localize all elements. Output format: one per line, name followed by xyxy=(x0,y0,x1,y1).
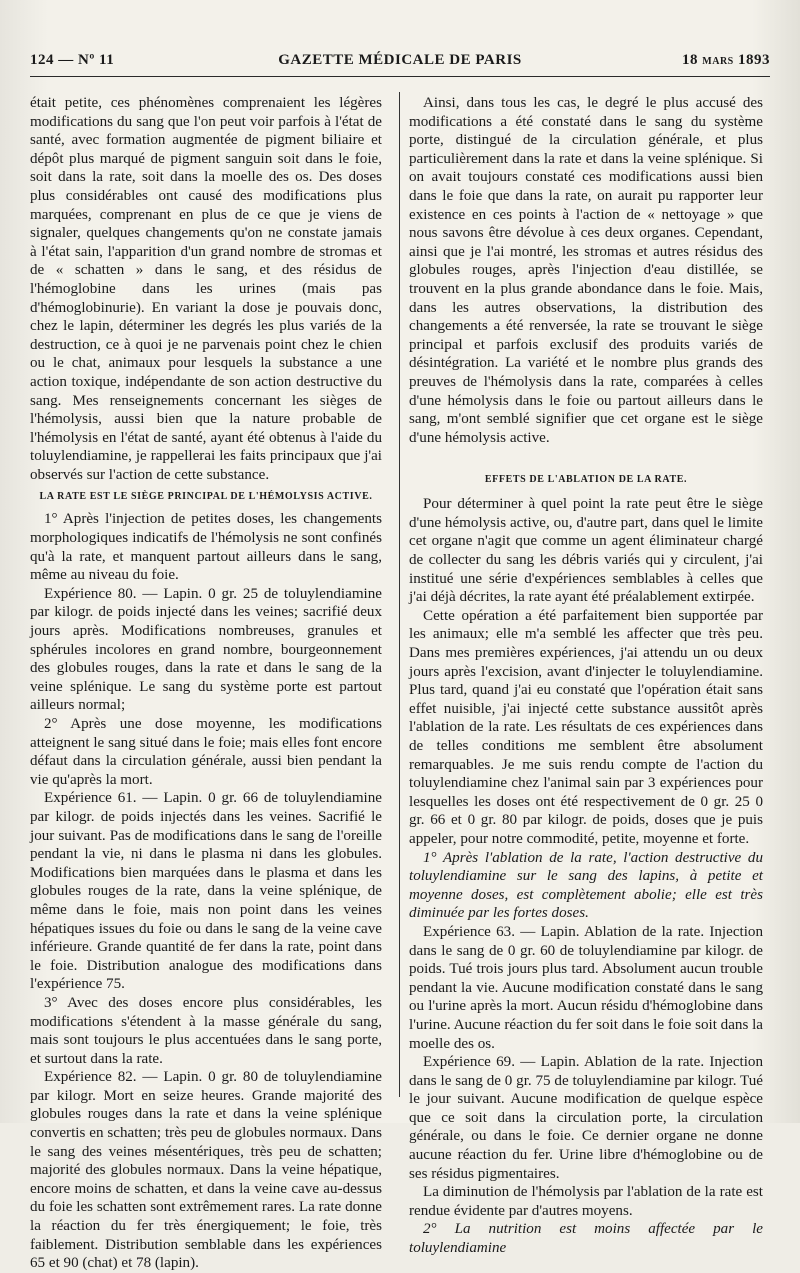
paragraph: Pour déterminer à quel point la rate peut être le siège d'une hémolysis active, ou, d'autre part, dans quel le limite cet organe n'agit que comme un agent éliminateur chargé de collecter du sang les débris variés qui y circulent, j'ai institué une série d'expériences semblables à celles que j'ai déjà décrites, la rate ayant été préalablement extirpée. xyxy=(409,496,763,606)
page-number: 124 xyxy=(30,52,54,68)
column-divider xyxy=(399,92,400,1097)
issue-label: — Nº 11 xyxy=(58,52,115,68)
paragraph: Expérience 69. — Lapin. Ablation de la rate. Injection dans le sang de 0 gr. 75 de toluylendiamine par kilogr. Tué le jour suivant. Aucune modification de quelque espèce que ce soit dans la circulation porte, la circulation générale, ou dans le foie. Ce dernier organe ne donne aucune réaction du fer. Urine libre d'hémoglobine ou de ses résidus pigmentaires. xyxy=(409,1054,763,1182)
issue-date xyxy=(682,52,770,69)
paragraph: Expérience 63. — Lapin. Ablation de la rate. Injection dans le sang de 0 gr. 60 de toluylendiamine par kilogr. de poids. Tué trois jours plus tard. Absolument aucun trouble pendant la vie. Aucune modification constaté dans le sang ou l'urine après la mort. Aucun résidu d'hémoglobine dans l'urine. Aucune réaction du fer soit dans le foie soit dans la moelle des os. xyxy=(409,923,763,1052)
page-header xyxy=(30,52,770,74)
right-column xyxy=(409,94,763,1258)
paragraph: La diminution de l'hémolysis par l'ablation de la rate est rendue évidente par d'autres moyens. xyxy=(409,1184,763,1219)
paragraph: Expérience 82. — Lapin. 0 gr. 80 de toluylendiamine par kilogr. Mort en seize heures. Grande majorité des globules rouges dans la rate et dans la veine splénique convertis en schatten; très peu de globules normaux. Dans le sang des veines mésentériques, très peu de schatten; majorité des globules normaux. Dans la veine hépatique, encore moins de schatten, et dans la veine cave au-dessus du foie les schatten sont extrêmement rares. La rate donne la réaction du fer très énergiquement; le foie, très faiblement. Distribution semblable dans les expériences 65 et 90 (chat) et 78 (lapin). xyxy=(30,1069,382,1272)
paragraph: 1° Après l'ablation de la rate, l'action destructive du toluylendiamine sur le sang des lapins, à petite et moyenne doses, est complètement abolie; elle est très diminuée par les fortes doses. xyxy=(409,849,763,922)
paragraph: Cette opération a été parfaitement bien supportée par les animaux; elle m'a semblé les affecter que très peu. Dans mes premières expériences, j'ai attendu un ou deux jours après l'excision, avant d'injecter le toluylendiamine. Plus tard, quand j'ai eu constaté que l'opération était sans effet nuisible, j'ai injecté cette substance aussitôt après l'ablation de la rate. Les résultats de ces expériences dans de telles conditions me semblent être absolument remarquables. Je me suis rendu compte de l'action du toluylendiamine chez l'animal sain par 3 expériences pour lesquelles les doses ont été respectivement de 0 gr. 25 0 gr. 66 et 0 gr. 80 par kilogr. de poids, doses que je puis appeler, pour notre commodité, petite, moyenne et forte. xyxy=(409,607,763,847)
paragraph: 2° Après une dose moyenne, les modifications atteignent le sang situé dans le foie; mais elles font encore défaut dans la circulation générale, aussi bien pendant la vie qu'après la mort. xyxy=(30,716,382,788)
date-year: 1893 xyxy=(738,52,770,68)
journal-title: GAZETTE MÉDICALE DE PARIS xyxy=(278,52,522,68)
paragraph: 3° Avec des doses encore plus considérables, les modifications s'étendent à la masse générale du sang, mais sont toujours le plus accentuées dans le sang porte, et surtout dans la rate. xyxy=(30,994,382,1067)
paragraph: était petite, ces phénomènes comprenaient les légères modifications du sang que l'on peut voir parfois à l'état de santé, avec formation augmentée de pigment biliaire et dépôt plus marqué de pigment sanguin soit dans le foie, soit dans la rate, soit dans la moelle des os. Des doses plus considérables ont causé des modifications plus marquées, comprenant en plus de ce que je viens de signaler, quelques changements qu'on ne constate jamais à l'état sain, l'apparition d'un grand nombre de stromas et de « schatten » dans le sang, et des résidus de l'hémoglobine dans les urines (mais pas d'hémoglobinurie). En variant la dose je pouvais donc, chez le lapin, déterminer les degrés les plus variés de la destruction, ce à quoi je ne parvenais point chez le chien ou le chat, animaux pour lesquels la substance a une action toxique, indépendante de son action destructive du sang. Mes renseignements concernant les sièges de l'hémolysis, aussi bien que la nature probable de l'hémolysis en l'état de santé, ayant été obtenus à l'aide du toluylendiamine, je rappellerai les faits principaux que j'ai observés sur l'action de cette substance. xyxy=(30,95,382,483)
header-rule xyxy=(30,76,770,77)
paragraph: Ainsi, dans tous les cas, le degré le plus accusé des modifications a été constaté dans le sang du système porte, distingué de la circulation générale, et plus particulièrement dans la rate et dans la veine splénique. Si on avait toujours constaté ces modifications aussi bien dans le foie que dans la rate, on aurait pu rapporter leur existence en ces points à l'action de « nettoyage » que nous savons être dévolue à ces deux organes. Cependant, ainsi que je l'ai montré, les stromas et autres résidus des globules rouges, après l'injection d'eau distillée, se trouvent en la plus grande abondance dans le foie. Mais, dans les autres observations, la distribution des changements a été renversée, la rate se trouvant le siège principal et parfois exclusif des produits variés de désintégration. La variété et le nombre plus grands des preuves de l'hémolysis dans la rate, comparées à celles d'une hémolysis dans le foie ou partout ailleurs dans le sang, m'ont semblé signifier que cet organe est le siège d'une hémolysis active. xyxy=(409,95,763,446)
date-month: MARS xyxy=(702,56,734,67)
left-column xyxy=(30,94,382,1273)
section-heading: LA RATE EST LE SIÈGE PRINCIPAL DE L'HÉMOLYSIS ACTIVE. xyxy=(39,491,373,503)
paragraph: Expérience 80. — Lapin. 0 gr. 25 de toluylendiamine par kilogr. de poids injecté dans les veines; sacrifié deux jours après. Modifications nombreuses, granules et sphérules incolores en grand nombre, bourgeonnement des globules rouges, dans la rate et dans le sang de la veine splénique. Le sang du système porte est partout ailleurs normal; xyxy=(30,585,382,714)
section-heading: EFFETS DE L'ABLATION DE LA RATE. xyxy=(484,474,688,486)
date-day: 18 xyxy=(682,52,699,68)
paragraph: Expérience 61. — Lapin. 0 gr. 66 de toluylendiamine par kilogr. de poids injectés dans les veines. Sacrifié le jour suivant. Pas de modifications dans le sang de l'oreille pendant la vie, ni dans le plasma ni dans les globules. Modifications bien marquées dans le plasma et dans les globules rouges de la rate, dans la veine splénique, de même dans le foie, mais non point dans les veines hépatiques issues du foie ou dans le sang de la veine cave inférieure. Grande quantité de fer dans la rate, point dans le foie. Distribution analogue des modifications dans l'expérience 75. xyxy=(30,790,382,993)
paragraph: 2° La nutrition est moins affectée par le toluylendiamine xyxy=(409,1221,763,1257)
paragraph: 1° Après l'injection de petites doses, les changements morphologiques indicatifs de l'hémolysis ne sont confinés qu'à la rate, et manquent partout ailleurs dans le sang, même au niveau du foie. xyxy=(30,511,382,584)
